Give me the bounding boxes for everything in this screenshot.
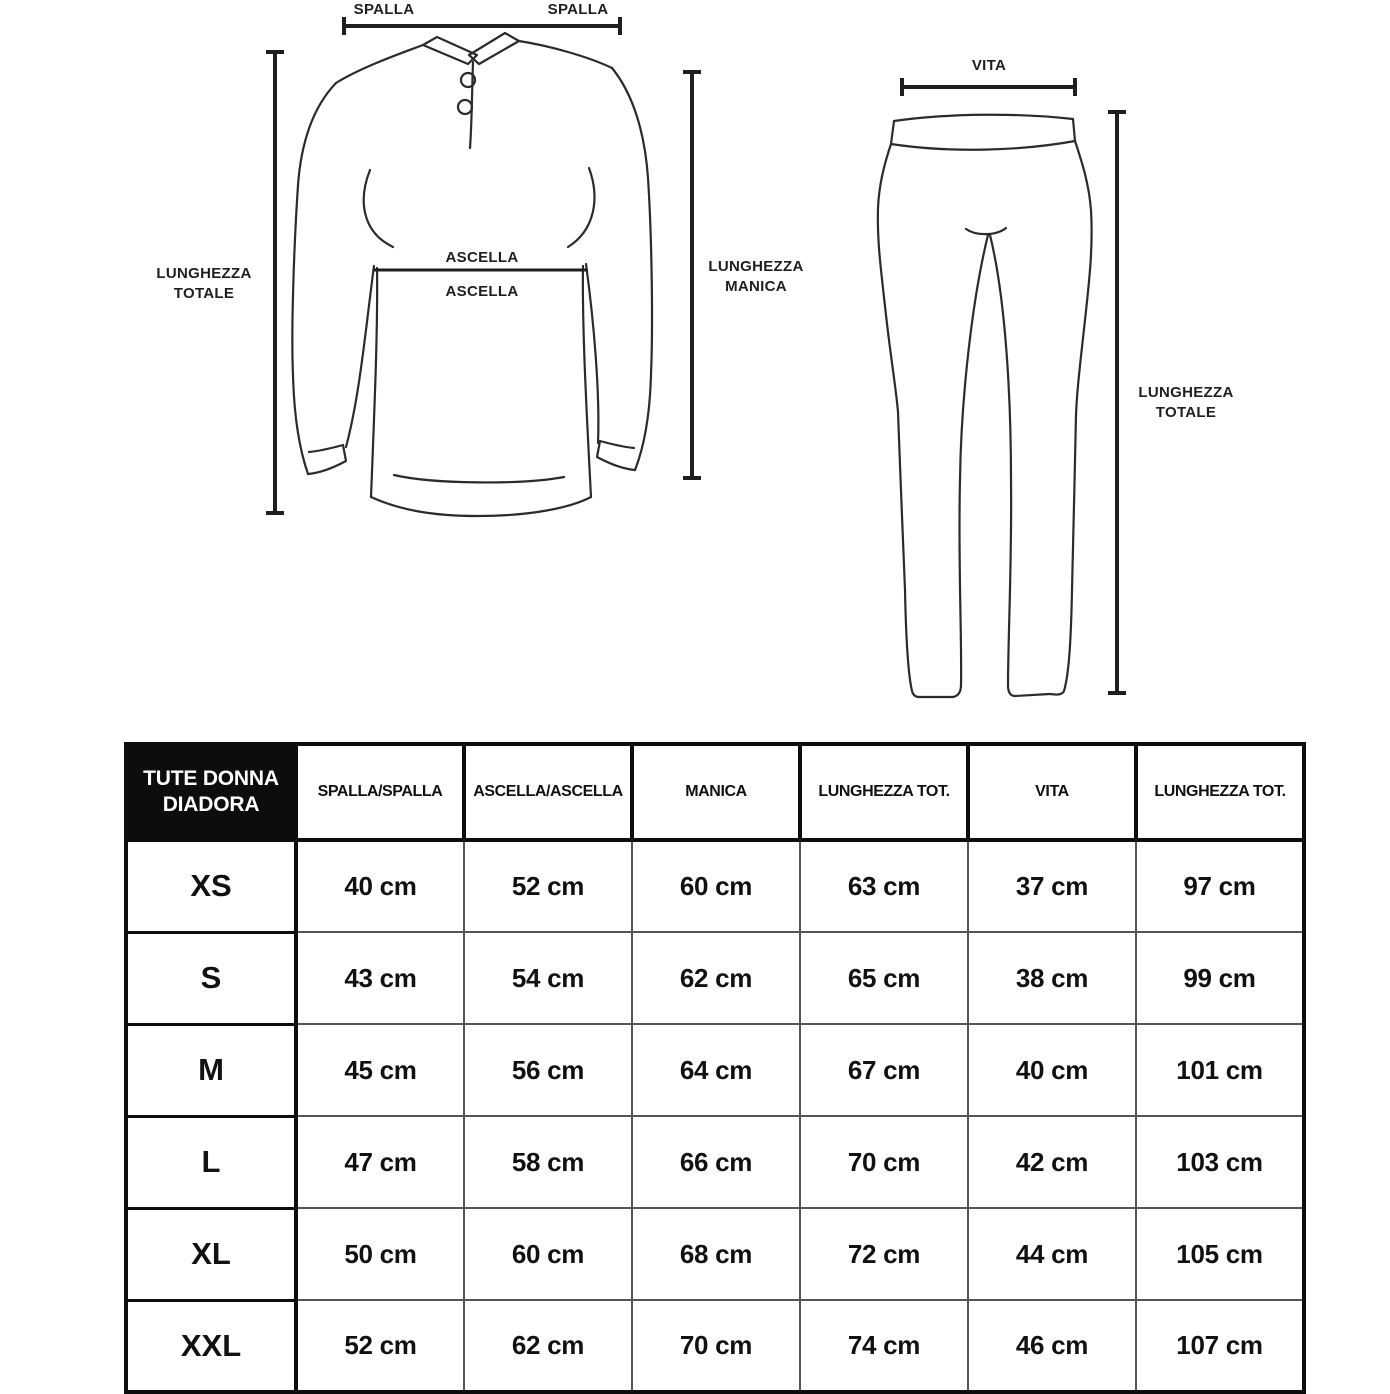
measurement-cell: 54 cm [464,932,632,1024]
pants-right-leg-bottom [1015,694,1050,696]
shirt-sleeve-left-outer [292,83,336,474]
pants-lunghezza-totale-measure-line [1108,112,1126,693]
column-header: MANICA [632,744,800,840]
size-label: XL [126,1208,296,1300]
shirt-lunghezza-totale-label-line2: TOTALE [173,285,235,302]
measurement-cell: 67 cm [800,1024,968,1116]
pants-diagram [845,30,1285,730]
shirt-shoulder-left [336,45,423,83]
table-row [126,1024,1304,1116]
size-label: L [126,1116,296,1208]
measurement-cell: 62 cm [464,1300,632,1392]
measurement-cell: 38 cm [968,932,1136,1024]
shirt-sleeve-left-inner [346,266,374,447]
lunghezza-totale-measure-line [266,52,284,513]
pants-waistband-top [894,115,1073,121]
measurement-cell: 56 cm [464,1024,632,1116]
measurement-cell: 43 cm [296,932,464,1024]
measurement-cell: 70 cm [800,1116,968,1208]
measurement-cell: 50 cm [296,1208,464,1300]
column-header: SPALLA/SPALLA [296,744,464,840]
size-label: S [126,932,296,1024]
pants-lunghezza-totale-label-line1: LUNGHEZZA [1138,384,1234,401]
measurement-cell: 70 cm [632,1300,800,1392]
shirt-hem-seam [394,475,564,482]
column-header: VITA [968,744,1136,840]
measurement-cell: 40 cm [968,1024,1136,1116]
spalla-left-label: SPALLA [353,1,415,18]
shirt-shoulder-right [519,41,612,68]
table-row [126,932,1304,1024]
shirt-cuff-left [308,445,346,474]
pants-crotch-seam [966,228,1006,234]
vita-measure-line [902,78,1075,96]
ascella-top-label: ASCELLA [445,249,519,266]
table-row [126,840,1304,932]
lunghezza-manica-measure-line [683,72,701,478]
pants-inner-left [953,235,988,697]
size-table-body [126,840,1304,1392]
shirt-cuff-right [597,441,635,470]
lunghezza-manica-label-line1: LUNGHEZZA [708,258,804,275]
size-table-header [126,744,1304,840]
table-title-line1: TUTE DONNA [143,766,279,790]
measurement-cell: 64 cm [632,1024,800,1116]
shirt-armhole-left [364,170,393,247]
measurement-cell: 99 cm [1136,932,1304,1024]
pants-waistband-bottom [891,141,1075,150]
column-header: ASCELLA/ASCELLA [464,744,632,840]
spalla-measure-line [344,17,620,35]
measurement-cell: 105 cm [1136,1208,1304,1300]
measurement-cell: 58 cm [464,1116,632,1208]
measurement-cell: 97 cm [1136,840,1304,932]
column-header: LUNGHEZZA TOT. [800,744,968,840]
measurement-cell: 72 cm [800,1208,968,1300]
measurement-cell: 60 cm [632,840,800,932]
lunghezza-manica-label-line2: MANICA [725,278,787,295]
size-table [124,742,1306,1394]
measurement-cell: 37 cm [968,840,1136,932]
measurement-cell: 101 cm [1136,1024,1304,1116]
size-label: M [126,1024,296,1116]
measurement-cell: 65 cm [800,932,968,1024]
shirt-button-bottom [458,100,472,114]
measurement-cell: 42 cm [968,1116,1136,1208]
shirt-collar-right [469,33,519,64]
measurement-cell: 66 cm [632,1116,800,1208]
pants-lunghezza-totale-label-line2: TOTALE [1155,404,1217,421]
measurement-cell: 52 cm [464,840,632,932]
shirt-armhole-right [568,168,594,247]
measurement-cell: 46 cm [968,1300,1136,1392]
pants-outer-right [1050,141,1092,695]
table-title-line2: DIADORA [162,793,260,816]
measurement-cell: 68 cm [632,1208,800,1300]
shirt-collar-left [423,37,477,64]
measurement-cell: 45 cm [296,1024,464,1116]
table-title-cell [126,744,296,840]
shirt-lunghezza-totale-label-line1: LUNGHEZZA [156,265,252,282]
measurement-cell: 52 cm [296,1300,464,1392]
table-row [126,1208,1304,1300]
size-label: XXL [126,1300,296,1392]
shirt-body-left [371,268,377,497]
measurement-cell: 107 cm [1136,1300,1304,1392]
header-row [126,744,1304,840]
ascella-bottom-label: ASCELLA [445,283,519,300]
spalla-right-label: SPALLA [547,1,609,18]
measurement-cell: 47 cm [296,1116,464,1208]
column-header: LUNGHEZZA TOT. [1136,744,1304,840]
pants-inner-right [990,235,1015,696]
pants-waistband-right-edge [1073,119,1075,141]
measurement-cell: 62 cm [632,932,800,1024]
shirt-diagram [120,0,820,565]
shirt-sleeve-right-outer [612,68,652,470]
table-row [126,1300,1304,1392]
measurement-cell: 103 cm [1136,1116,1304,1208]
table-row [126,1116,1304,1208]
measurement-cell: 44 cm [968,1208,1136,1300]
pants-waistband-left-edge [891,121,894,144]
vita-label: VITA [971,57,1007,74]
pants-outer-left [878,144,919,697]
measurement-cell: 63 cm [800,840,968,932]
shirt-hem-bottom [371,497,591,516]
measurement-cell: 74 cm [800,1300,968,1392]
measurement-cell: 40 cm [296,840,464,932]
size-label: XS [126,840,296,932]
measurement-cell: 60 cm [464,1208,632,1300]
